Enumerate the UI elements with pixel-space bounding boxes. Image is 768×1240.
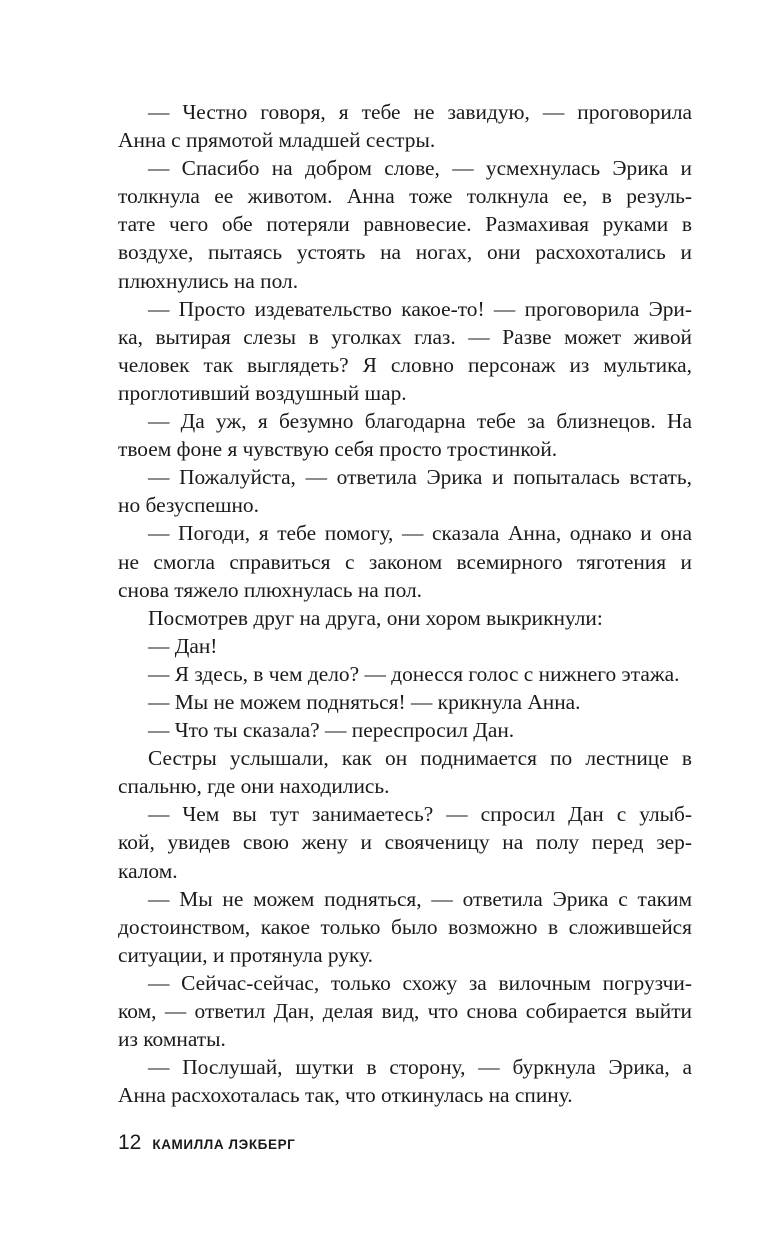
text-line: толкнула ее животом. Анна тоже толкнула ее, в резуль- (118, 184, 692, 209)
text-line: — Погоди, я тебе помогу, — сказала Анна, однако и она (148, 521, 692, 546)
text-line: Анна расхохоталась так, что откинулась на спину. (118, 1083, 573, 1108)
text-line: человек так выглядеть? Я словно персонаж из мультика, (118, 352, 692, 377)
page-number: 12 (118, 1131, 142, 1154)
text-line: твоем фоне я чувствую себя просто тростинкой. (118, 437, 558, 462)
text-line: — Послушай, шутки в сторону, — буркнула Эрика, а (148, 1055, 692, 1080)
text-line: тате чего обе потеряли равновесие. Размахивая руками в (118, 212, 692, 237)
text-line: — Да уж, я безумно благодарна тебе за близнецов. На (148, 409, 692, 434)
text-line: — Сейчас-сейчас, только схожу за вилочным погрузчи- (148, 970, 692, 995)
text-line: плюхнулись на пол. (118, 268, 299, 293)
text-line: кой, увидев свою жену и свояченицу на полу перед зер- (118, 830, 692, 855)
body-text (118, 98, 692, 1109)
running-head-author: КАМИЛЛА ЛЭКБЕРГ (152, 1137, 296, 1152)
text-line: проглотивший воздушный шар. (118, 380, 407, 405)
text-line: — Честно говоря, я тебе не завидую, — проговорила (148, 100, 692, 124)
text-line: — Мы не можем подняться, — ответила Эрика с таким (148, 886, 692, 911)
text-line: — Чем вы тут занимаетесь? — спросил Дан с улыб- (148, 802, 692, 827)
text-line: достоинством, какое только было возможно в сложившейся (118, 914, 692, 939)
text-line: но безуспешно. (118, 493, 259, 518)
text-line: — Что ты сказала? — переспросил Дан. (148, 718, 515, 743)
text-line: — Пожалуйста, — ответила Эрика и попыталась встать, (148, 465, 692, 490)
text-line: снова тяжело плюхнулась на пол. (118, 577, 423, 602)
text-line: — Просто издевательство какое-то! — проговорила Эри- (148, 296, 692, 321)
text-line: Анна с прямотой младшей сестры. (118, 128, 436, 153)
text-line: спальню, где они находились. (118, 774, 390, 799)
text-line: ком, — ответил Дан, делая вид, что снова собирается выйти (118, 999, 692, 1023)
text-line: — Дан! (148, 633, 218, 658)
page-footer (118, 1131, 295, 1155)
text-line: калом. (118, 858, 178, 883)
text-line: ка, вытирая слезы в уголках глаз. — Разве может живой (118, 324, 692, 349)
text-line: Сестры услышали, как он поднимается по лестнице в (148, 746, 692, 771)
text-line: не смогла справиться с законом всемирного тяготения и (118, 549, 692, 574)
text-line: — Я здесь, в чем дело? — донесся голос с нижнего этажа. (148, 661, 680, 686)
text-line: из комнаты. (118, 1027, 226, 1052)
text-line: — Мы не можем подняться! — крикнула Анна. (148, 689, 581, 714)
text-line: — Спасибо на добром слове, — усмехнулась Эрика и (148, 156, 692, 181)
text-line: ситуации, и протянула руку. (118, 942, 374, 967)
text-line: воздухе, пытаясь устоять на ногах, они расхохотались и (118, 240, 692, 265)
text-line: Посмотрев друг на друга, они хором выкрикнули: (148, 605, 603, 630)
